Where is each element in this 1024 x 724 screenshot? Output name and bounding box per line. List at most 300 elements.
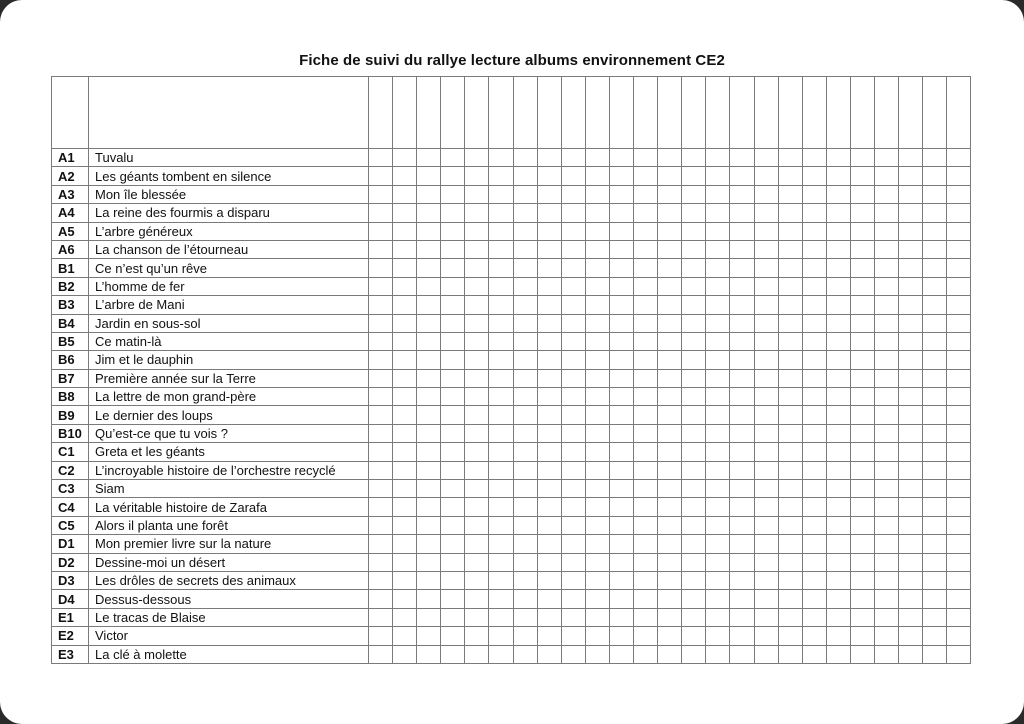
tracking-cell[interactable] <box>730 351 754 369</box>
tracking-cell[interactable] <box>513 222 537 240</box>
tracking-cell[interactable] <box>489 314 513 332</box>
tracking-cell[interactable] <box>874 443 898 461</box>
tracking-cell[interactable] <box>899 535 923 553</box>
tracking-cell[interactable] <box>778 461 802 479</box>
tracking-cell[interactable] <box>899 185 923 203</box>
tracking-cell[interactable] <box>730 608 754 626</box>
tracking-cell[interactable] <box>923 167 947 185</box>
tracking-cell[interactable] <box>513 167 537 185</box>
tracking-cell[interactable] <box>682 571 706 589</box>
tracking-cell[interactable] <box>706 424 730 442</box>
tracking-cell[interactable] <box>706 259 730 277</box>
tracking-cell[interactable] <box>441 590 465 608</box>
tracking-cell[interactable] <box>417 406 441 424</box>
tracking-cell[interactable] <box>513 149 537 167</box>
tracking-cell[interactable] <box>682 388 706 406</box>
tracking-cell[interactable] <box>802 498 826 516</box>
tracking-cell[interactable] <box>417 627 441 645</box>
tracking-cell[interactable] <box>609 167 633 185</box>
tracking-cell[interactable] <box>658 516 682 534</box>
tracking-cell[interactable] <box>537 571 561 589</box>
tracking-cell[interactable] <box>754 480 778 498</box>
tracking-cell[interactable] <box>923 553 947 571</box>
tracking-cell[interactable] <box>730 590 754 608</box>
tracking-cell[interactable] <box>561 627 585 645</box>
tracking-cell[interactable] <box>899 204 923 222</box>
tracking-cell[interactable] <box>561 388 585 406</box>
tracking-cell[interactable] <box>537 296 561 314</box>
tracking-cell[interactable] <box>393 516 417 534</box>
tracking-cell[interactable] <box>634 424 658 442</box>
tracking-cell[interactable] <box>393 406 417 424</box>
tracking-cell[interactable] <box>778 259 802 277</box>
tracking-cell[interactable] <box>369 149 393 167</box>
tracking-cell[interactable] <box>923 608 947 626</box>
tracking-cell[interactable] <box>826 167 850 185</box>
tracking-cell[interactable] <box>802 204 826 222</box>
tracking-cell[interactable] <box>441 627 465 645</box>
tracking-cell[interactable] <box>513 590 537 608</box>
tracking-cell[interactable] <box>658 277 682 295</box>
tracking-cell[interactable] <box>778 645 802 663</box>
tracking-cell[interactable] <box>947 149 971 167</box>
tracking-cell[interactable] <box>417 240 441 258</box>
tracking-cell[interactable] <box>489 259 513 277</box>
tracking-cell[interactable] <box>682 461 706 479</box>
tracking-cell[interactable] <box>369 461 393 479</box>
tracking-cell[interactable] <box>609 332 633 350</box>
tracking-cell[interactable] <box>489 369 513 387</box>
tracking-cell[interactable] <box>754 149 778 167</box>
tracking-cell[interactable] <box>417 149 441 167</box>
tracking-cell[interactable] <box>730 498 754 516</box>
tracking-cell[interactable] <box>634 204 658 222</box>
tracking-cell[interactable] <box>778 553 802 571</box>
tracking-cell[interactable] <box>899 149 923 167</box>
tracking-cell[interactable] <box>465 406 489 424</box>
tracking-cell[interactable] <box>850 608 874 626</box>
tracking-cell[interactable] <box>465 167 489 185</box>
tracking-cell[interactable] <box>609 553 633 571</box>
tracking-cell[interactable] <box>441 369 465 387</box>
tracking-cell[interactable] <box>585 277 609 295</box>
tracking-cell[interactable] <box>682 167 706 185</box>
tracking-cell[interactable] <box>369 406 393 424</box>
tracking-cell[interactable] <box>778 314 802 332</box>
tracking-cell[interactable] <box>465 535 489 553</box>
tracking-cell[interactable] <box>417 480 441 498</box>
tracking-cell[interactable] <box>826 480 850 498</box>
tracking-cell[interactable] <box>730 406 754 424</box>
tracking-cell[interactable] <box>874 296 898 314</box>
tracking-cell[interactable] <box>706 406 730 424</box>
tracking-cell[interactable] <box>513 645 537 663</box>
tracking-cell[interactable] <box>585 480 609 498</box>
tracking-cell[interactable] <box>923 461 947 479</box>
tracking-cell[interactable] <box>802 627 826 645</box>
tracking-cell[interactable] <box>802 535 826 553</box>
tracking-cell[interactable] <box>874 516 898 534</box>
tracking-cell[interactable] <box>706 204 730 222</box>
tracking-cell[interactable] <box>802 296 826 314</box>
tracking-cell[interactable] <box>634 480 658 498</box>
tracking-cell[interactable] <box>585 571 609 589</box>
tracking-cell[interactable] <box>585 185 609 203</box>
tracking-cell[interactable] <box>465 590 489 608</box>
tracking-cell[interactable] <box>634 369 658 387</box>
tracking-cell[interactable] <box>634 498 658 516</box>
tracking-cell[interactable] <box>465 204 489 222</box>
student-name-cell[interactable] <box>489 77 513 149</box>
tracking-cell[interactable] <box>874 571 898 589</box>
tracking-cell[interactable] <box>874 535 898 553</box>
tracking-cell[interactable] <box>850 516 874 534</box>
tracking-cell[interactable] <box>537 277 561 295</box>
tracking-cell[interactable] <box>393 240 417 258</box>
tracking-cell[interactable] <box>682 424 706 442</box>
tracking-cell[interactable] <box>513 406 537 424</box>
tracking-cell[interactable] <box>441 388 465 406</box>
tracking-cell[interactable] <box>730 185 754 203</box>
tracking-cell[interactable] <box>585 627 609 645</box>
tracking-cell[interactable] <box>682 149 706 167</box>
tracking-cell[interactable] <box>441 149 465 167</box>
tracking-cell[interactable] <box>561 571 585 589</box>
tracking-cell[interactable] <box>874 608 898 626</box>
tracking-cell[interactable] <box>682 351 706 369</box>
tracking-cell[interactable] <box>778 627 802 645</box>
tracking-cell[interactable] <box>441 185 465 203</box>
tracking-cell[interactable] <box>489 461 513 479</box>
tracking-cell[interactable] <box>369 571 393 589</box>
tracking-cell[interactable] <box>585 443 609 461</box>
tracking-cell[interactable] <box>730 535 754 553</box>
tracking-cell[interactable] <box>850 351 874 369</box>
tracking-cell[interactable] <box>417 259 441 277</box>
tracking-cell[interactable] <box>802 351 826 369</box>
tracking-cell[interactable] <box>826 277 850 295</box>
tracking-cell[interactable] <box>585 590 609 608</box>
tracking-cell[interactable] <box>561 535 585 553</box>
tracking-cell[interactable] <box>754 314 778 332</box>
tracking-cell[interactable] <box>393 498 417 516</box>
tracking-cell[interactable] <box>826 535 850 553</box>
tracking-cell[interactable] <box>489 204 513 222</box>
tracking-cell[interactable] <box>754 259 778 277</box>
student-name-cell[interactable] <box>417 77 441 149</box>
student-name-cell[interactable] <box>923 77 947 149</box>
tracking-cell[interactable] <box>369 553 393 571</box>
tracking-cell[interactable] <box>489 406 513 424</box>
tracking-cell[interactable] <box>393 627 417 645</box>
tracking-cell[interactable] <box>826 498 850 516</box>
tracking-cell[interactable] <box>923 185 947 203</box>
tracking-cell[interactable] <box>658 332 682 350</box>
tracking-cell[interactable] <box>465 351 489 369</box>
tracking-cell[interactable] <box>393 571 417 589</box>
student-name-cell[interactable] <box>947 77 971 149</box>
tracking-cell[interactable] <box>682 406 706 424</box>
tracking-cell[interactable] <box>585 167 609 185</box>
tracking-cell[interactable] <box>730 240 754 258</box>
tracking-cell[interactable] <box>658 167 682 185</box>
tracking-cell[interactable] <box>802 608 826 626</box>
tracking-cell[interactable] <box>561 277 585 295</box>
tracking-cell[interactable] <box>682 608 706 626</box>
tracking-cell[interactable] <box>658 388 682 406</box>
tracking-cell[interactable] <box>754 240 778 258</box>
tracking-cell[interactable] <box>899 516 923 534</box>
tracking-cell[interactable] <box>850 277 874 295</box>
tracking-cell[interactable] <box>730 553 754 571</box>
tracking-cell[interactable] <box>899 388 923 406</box>
tracking-cell[interactable] <box>850 314 874 332</box>
tracking-cell[interactable] <box>802 516 826 534</box>
tracking-cell[interactable] <box>634 185 658 203</box>
tracking-cell[interactable] <box>417 608 441 626</box>
tracking-cell[interactable] <box>609 498 633 516</box>
tracking-cell[interactable] <box>730 645 754 663</box>
tracking-cell[interactable] <box>441 571 465 589</box>
tracking-cell[interactable] <box>585 351 609 369</box>
tracking-cell[interactable] <box>682 204 706 222</box>
tracking-cell[interactable] <box>826 443 850 461</box>
tracking-cell[interactable] <box>899 424 923 442</box>
tracking-cell[interactable] <box>658 314 682 332</box>
tracking-cell[interactable] <box>778 351 802 369</box>
tracking-cell[interactable] <box>826 240 850 258</box>
tracking-cell[interactable] <box>513 461 537 479</box>
tracking-cell[interactable] <box>802 167 826 185</box>
tracking-cell[interactable] <box>682 498 706 516</box>
student-name-cell[interactable] <box>634 77 658 149</box>
tracking-cell[interactable] <box>369 516 393 534</box>
tracking-cell[interactable] <box>706 590 730 608</box>
tracking-cell[interactable] <box>850 498 874 516</box>
tracking-cell[interactable] <box>609 571 633 589</box>
tracking-cell[interactable] <box>706 645 730 663</box>
tracking-cell[interactable] <box>609 240 633 258</box>
tracking-cell[interactable] <box>537 645 561 663</box>
tracking-cell[interactable] <box>658 461 682 479</box>
tracking-cell[interactable] <box>417 296 441 314</box>
tracking-cell[interactable] <box>537 443 561 461</box>
tracking-cell[interactable] <box>778 406 802 424</box>
tracking-cell[interactable] <box>778 571 802 589</box>
tracking-cell[interactable] <box>826 296 850 314</box>
tracking-cell[interactable] <box>899 627 923 645</box>
tracking-cell[interactable] <box>369 296 393 314</box>
tracking-cell[interactable] <box>947 608 971 626</box>
tracking-cell[interactable] <box>947 240 971 258</box>
tracking-cell[interactable] <box>899 351 923 369</box>
tracking-cell[interactable] <box>778 149 802 167</box>
tracking-cell[interactable] <box>465 185 489 203</box>
tracking-cell[interactable] <box>730 296 754 314</box>
tracking-cell[interactable] <box>369 351 393 369</box>
tracking-cell[interactable] <box>778 277 802 295</box>
tracking-cell[interactable] <box>874 424 898 442</box>
tracking-cell[interactable] <box>874 627 898 645</box>
tracking-cell[interactable] <box>899 443 923 461</box>
tracking-cell[interactable] <box>923 516 947 534</box>
tracking-cell[interactable] <box>537 627 561 645</box>
tracking-cell[interactable] <box>682 296 706 314</box>
tracking-cell[interactable] <box>850 553 874 571</box>
tracking-cell[interactable] <box>417 204 441 222</box>
tracking-cell[interactable] <box>441 222 465 240</box>
tracking-cell[interactable] <box>826 222 850 240</box>
tracking-cell[interactable] <box>730 571 754 589</box>
tracking-cell[interactable] <box>826 332 850 350</box>
tracking-cell[interactable] <box>706 149 730 167</box>
tracking-cell[interactable] <box>561 167 585 185</box>
tracking-cell[interactable] <box>369 424 393 442</box>
tracking-cell[interactable] <box>489 351 513 369</box>
tracking-cell[interactable] <box>874 388 898 406</box>
tracking-cell[interactable] <box>417 222 441 240</box>
tracking-cell[interactable] <box>634 443 658 461</box>
tracking-cell[interactable] <box>489 222 513 240</box>
tracking-cell[interactable] <box>778 498 802 516</box>
tracking-cell[interactable] <box>874 240 898 258</box>
tracking-cell[interactable] <box>585 461 609 479</box>
tracking-cell[interactable] <box>537 388 561 406</box>
tracking-cell[interactable] <box>826 149 850 167</box>
tracking-cell[interactable] <box>778 185 802 203</box>
tracking-cell[interactable] <box>682 480 706 498</box>
tracking-cell[interactable] <box>609 608 633 626</box>
tracking-cell[interactable] <box>537 369 561 387</box>
tracking-cell[interactable] <box>947 332 971 350</box>
tracking-cell[interactable] <box>706 535 730 553</box>
tracking-cell[interactable] <box>609 388 633 406</box>
tracking-cell[interactable] <box>585 645 609 663</box>
student-name-cell[interactable] <box>706 77 730 149</box>
tracking-cell[interactable] <box>778 480 802 498</box>
tracking-cell[interactable] <box>802 332 826 350</box>
tracking-cell[interactable] <box>923 240 947 258</box>
tracking-cell[interactable] <box>489 553 513 571</box>
tracking-cell[interactable] <box>513 314 537 332</box>
tracking-cell[interactable] <box>682 443 706 461</box>
tracking-cell[interactable] <box>802 314 826 332</box>
tracking-cell[interactable] <box>850 185 874 203</box>
tracking-cell[interactable] <box>634 590 658 608</box>
student-name-cell[interactable] <box>658 77 682 149</box>
tracking-cell[interactable] <box>730 167 754 185</box>
tracking-cell[interactable] <box>634 167 658 185</box>
tracking-cell[interactable] <box>489 296 513 314</box>
tracking-cell[interactable] <box>609 424 633 442</box>
tracking-cell[interactable] <box>393 369 417 387</box>
tracking-cell[interactable] <box>634 608 658 626</box>
tracking-cell[interactable] <box>561 185 585 203</box>
tracking-cell[interactable] <box>441 645 465 663</box>
tracking-cell[interactable] <box>706 498 730 516</box>
tracking-cell[interactable] <box>369 204 393 222</box>
tracking-cell[interactable] <box>802 149 826 167</box>
tracking-cell[interactable] <box>441 406 465 424</box>
tracking-cell[interactable] <box>489 149 513 167</box>
tracking-cell[interactable] <box>682 516 706 534</box>
tracking-cell[interactable] <box>706 314 730 332</box>
student-name-cell[interactable] <box>730 77 754 149</box>
tracking-cell[interactable] <box>850 369 874 387</box>
tracking-cell[interactable] <box>899 332 923 350</box>
tracking-cell[interactable] <box>826 185 850 203</box>
tracking-cell[interactable] <box>850 332 874 350</box>
tracking-cell[interactable] <box>609 590 633 608</box>
tracking-cell[interactable] <box>441 535 465 553</box>
tracking-cell[interactable] <box>561 240 585 258</box>
tracking-cell[interactable] <box>706 571 730 589</box>
tracking-cell[interactable] <box>802 480 826 498</box>
tracking-cell[interactable] <box>465 608 489 626</box>
tracking-cell[interactable] <box>489 388 513 406</box>
tracking-cell[interactable] <box>874 645 898 663</box>
tracking-cell[interactable] <box>537 553 561 571</box>
tracking-cell[interactable] <box>393 553 417 571</box>
tracking-cell[interactable] <box>947 185 971 203</box>
tracking-cell[interactable] <box>658 204 682 222</box>
tracking-cell[interactable] <box>369 332 393 350</box>
tracking-cell[interactable] <box>393 314 417 332</box>
tracking-cell[interactable] <box>465 516 489 534</box>
tracking-cell[interactable] <box>826 645 850 663</box>
tracking-cell[interactable] <box>826 424 850 442</box>
tracking-cell[interactable] <box>417 424 441 442</box>
tracking-cell[interactable] <box>754 296 778 314</box>
tracking-cell[interactable] <box>899 571 923 589</box>
tracking-cell[interactable] <box>369 185 393 203</box>
tracking-cell[interactable] <box>537 314 561 332</box>
tracking-cell[interactable] <box>489 277 513 295</box>
tracking-cell[interactable] <box>730 149 754 167</box>
tracking-cell[interactable] <box>489 608 513 626</box>
tracking-cell[interactable] <box>537 461 561 479</box>
tracking-cell[interactable] <box>585 535 609 553</box>
tracking-cell[interactable] <box>682 277 706 295</box>
tracking-cell[interactable] <box>634 553 658 571</box>
tracking-cell[interactable] <box>417 332 441 350</box>
tracking-cell[interactable] <box>441 443 465 461</box>
tracking-cell[interactable] <box>947 204 971 222</box>
tracking-cell[interactable] <box>537 535 561 553</box>
tracking-cell[interactable] <box>682 259 706 277</box>
tracking-cell[interactable] <box>658 571 682 589</box>
tracking-cell[interactable] <box>369 369 393 387</box>
tracking-cell[interactable] <box>369 627 393 645</box>
tracking-cell[interactable] <box>682 240 706 258</box>
tracking-cell[interactable] <box>658 369 682 387</box>
student-name-cell[interactable] <box>465 77 489 149</box>
tracking-cell[interactable] <box>585 369 609 387</box>
tracking-cell[interactable] <box>778 535 802 553</box>
tracking-cell[interactable] <box>682 553 706 571</box>
tracking-cell[interactable] <box>393 185 417 203</box>
tracking-cell[interactable] <box>441 259 465 277</box>
tracking-cell[interactable] <box>802 443 826 461</box>
tracking-cell[interactable] <box>609 516 633 534</box>
tracking-cell[interactable] <box>585 314 609 332</box>
tracking-cell[interactable] <box>923 204 947 222</box>
tracking-cell[interactable] <box>923 627 947 645</box>
tracking-cell[interactable] <box>585 259 609 277</box>
tracking-cell[interactable] <box>513 369 537 387</box>
tracking-cell[interactable] <box>393 388 417 406</box>
tracking-cell[interactable] <box>730 369 754 387</box>
